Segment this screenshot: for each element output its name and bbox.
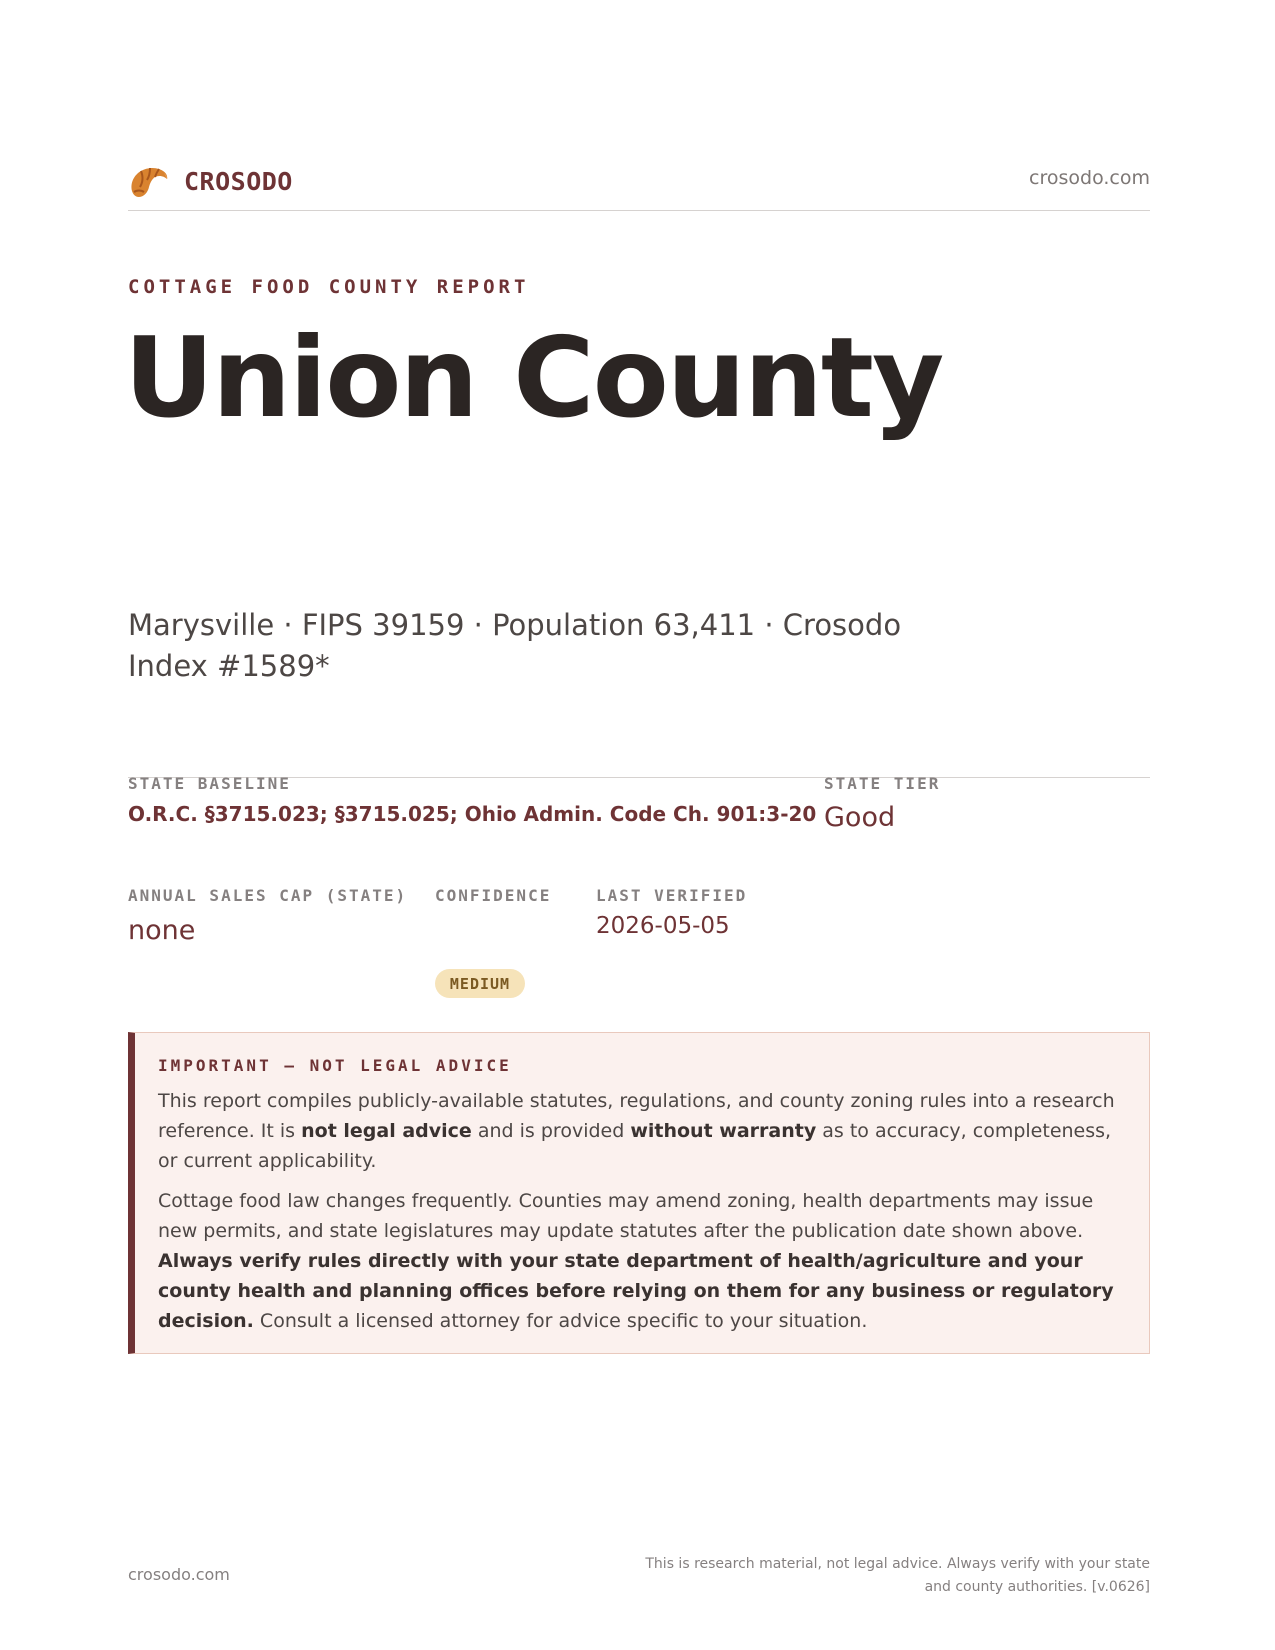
notice-paragraph-2: Cottage food law changes frequently. Counties may amend zoning, health departments may issue new permits, and state legislatures may update statutes after the publication date shown above. Always verify rules directly with your state department of health/agriculture and your county health and planning offices before relying on them for any business or regulatory decision. Consult a licensed attorney for advice specific to your situation. <box>158 1190 1114 1332</box>
notice-body <box>158 1086 1120 1346</box>
state-tier-label: STATE TIER <box>824 774 941 793</box>
brand-name: CROSODO <box>184 166 293 196</box>
report-page <box>124 0 1150 1650</box>
state-baseline-label: STATE BASELINE <box>128 774 291 793</box>
footer-disclaimer-line-2: and county authorities. [v.0626] <box>924 1579 1150 1595</box>
state-tier-value: Good <box>824 802 896 833</box>
croissant-icon <box>128 161 170 201</box>
notice-title: IMPORTANT — NOT LEGAL ADVICE <box>158 1056 512 1075</box>
page-header <box>128 158 1150 211</box>
state-baseline-value: O.R.C. §3715.023; §3715.025; Ohio Admin. Code Ch. 901:3-20 <box>128 802 817 826</box>
confidence-badge-text: MEDIUM <box>449 974 511 993</box>
page-title: Union County <box>124 314 943 443</box>
confidence-label: CONFIDENCE <box>435 886 552 905</box>
footer-disclaimer <box>610 1553 1150 1599</box>
footer-disclaimer-line-1: This is research material, not legal advice. Always verify with your state <box>645 1556 1150 1572</box>
notice-paragraph-1: This report compiles publicly-available statutes, regulations, and county zoning rules into a research reference. It is not legal advice and is provided without warranty as to accuracy, completeness, or current applicability. <box>158 1090 1115 1172</box>
brand[interactable] <box>128 161 293 201</box>
report-subtitle: Marysville · FIPS 39159 · Population 63,411 · Crosodo Index #1589* <box>128 608 902 683</box>
footer-site-url[interactable]: crosodo.com <box>128 1565 230 1584</box>
report-eyebrow: COTTAGE FOOD COUNTY REPORT <box>128 276 530 298</box>
site-url-link[interactable]: crosodo.com <box>1029 167 1150 189</box>
last-verified-value: 2026-05-05 <box>596 913 730 939</box>
confidence-badge <box>435 969 525 998</box>
sales-cap-value: none <box>128 915 196 946</box>
last-verified-label: LAST VERIFIED <box>596 886 748 905</box>
sales-cap-label: ANNUAL SALES CAP (STATE) <box>128 886 408 905</box>
legal-notice <box>128 1032 1150 1354</box>
